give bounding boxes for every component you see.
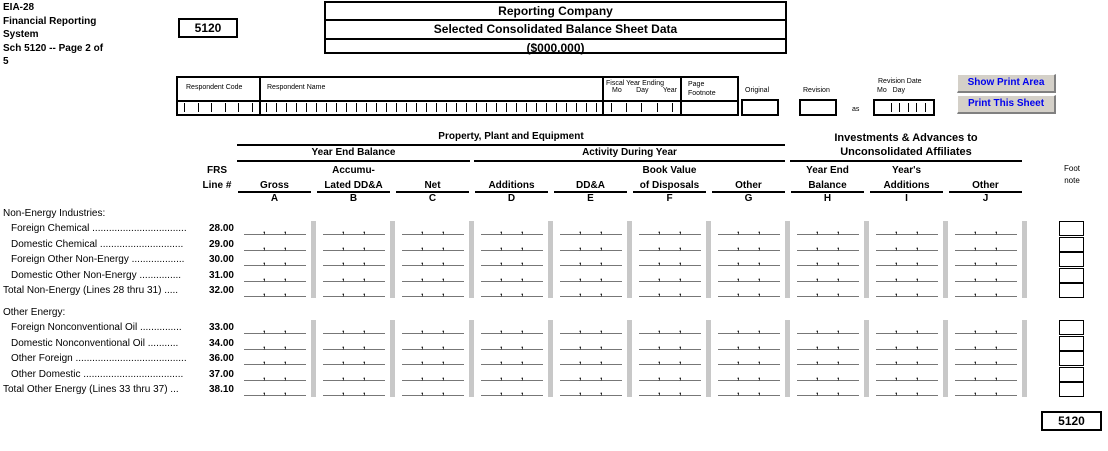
amount-input-f[interactable]: , , bbox=[639, 352, 701, 365]
print-this-sheet-button[interactable]: Print This Sheet bbox=[957, 95, 1056, 114]
year-end-balance-header: Year End Balance bbox=[311, 147, 396, 158]
amount-input-c[interactable]: , , bbox=[402, 321, 464, 334]
amount-input-d[interactable]: , , bbox=[481, 222, 543, 235]
column-letter: C bbox=[428, 193, 437, 204]
amount-input-g[interactable]: , , bbox=[718, 368, 780, 381]
row-label: Other Domestic .................................... bbox=[11, 368, 184, 380]
revision-date-input[interactable] bbox=[873, 99, 935, 116]
amount-input-c[interactable]: , , bbox=[402, 368, 464, 381]
amount-input-g[interactable]: , , bbox=[718, 284, 780, 297]
column-letter: H bbox=[823, 193, 832, 204]
amount-input-h[interactable]: , , bbox=[797, 253, 859, 266]
column-header-h: Year End Balance bbox=[806, 165, 849, 191]
row-label: Domestic Nonconventional Oil ........... bbox=[11, 337, 179, 349]
activity-header: Activity During Year bbox=[582, 147, 677, 158]
amount-input-h[interactable]: , , bbox=[797, 368, 859, 381]
amount-input-a[interactable]: , , bbox=[244, 253, 306, 266]
amount-input-d[interactable]: , , bbox=[481, 368, 543, 381]
frs-line-number: 30.00 bbox=[208, 254, 234, 265]
amount-input-d[interactable]: , , bbox=[481, 352, 543, 365]
amount-input-f[interactable]: , , bbox=[639, 284, 701, 297]
amount-input-j[interactable]: , , bbox=[955, 238, 1017, 251]
frs-line-header: FRS Line # bbox=[202, 165, 232, 191]
amount-input-g[interactable]: , , bbox=[718, 337, 780, 350]
amount-input-h[interactable]: , , bbox=[797, 321, 859, 334]
amount-input-i[interactable]: , , bbox=[876, 222, 938, 235]
amount-input-e[interactable]: , , bbox=[560, 352, 622, 365]
amount-input-i[interactable]: , , bbox=[876, 321, 938, 334]
fiscal-year-ending-field[interactable]: Fiscal Year Ending Mo Day Year bbox=[602, 76, 682, 116]
amount-input-d[interactable]: , , bbox=[481, 284, 543, 297]
amount-input-f[interactable]: , , bbox=[639, 383, 701, 396]
amount-input-c[interactable]: , , bbox=[402, 269, 464, 282]
investments-header: Investments & Advances to Unconsolidated Affiliates bbox=[834, 132, 978, 158]
amount-input-i[interactable]: , , bbox=[876, 337, 938, 350]
footnote-input[interactable] bbox=[1059, 268, 1084, 283]
amount-input-d[interactable]: , , bbox=[481, 269, 543, 282]
amount-input-g[interactable]: , , bbox=[718, 222, 780, 235]
amount-input-h[interactable]: , , bbox=[797, 222, 859, 235]
schedule-5120-page: EIA-28 Financial Reporting System Sch 5120 -- Page 2 of 5 5120 Reporting Company Selected Consolidated Balance Sheet Data ($000,000) Respondent Code Respondent Name Fiscal Year Ending Mo Day Year Page Footnote Original Revision as Revision Date Mo Day Show Print Area Print This Sheet Property, Plant and Equipment Year End Balance Activity During Year Investments & Advances to Unconsolidated Affiliates FRS Line # Foot note 5120 Gross A Accumu- Lated DD&A B Net C Additions D DD&A E Book Value of Disposals F Other G Year End Balance H Year's Additions I Other J Non-Energy Industries: Foreign Chemical .................................. 28.00 , , , , , , , , , , , , , , , , , , , , Domestic Chemical .............................. 29.00 , , , , , , , , , , , , , , , , , , , , Foreign Other Non-Energy ................... 30.00 , , , , , , , , , , , , , , , , , , , , Domestic Other Non-Energy ............... 31.00 , , , , , , , , , , , , , , , , , , , , Total Non-Energy (Lines 28 thru 31) ..... 32.00 , , , , , , , , , , , , , , , , , , , , Other Energy: Foreign Nonconventional Oil ............... 33.00 , , , , , , , , , , , , , , , , , , , , Domestic Nonconventional Oil ........... 34.00 , , , , , , , , , , , , , , , , , , , , Other Foreign ........................................ 36.00 , , , , , , , , , , , , , , , , , , , , Other Domestic .................................... 37.00 , , , , , , , , , , , , , , , , , , , , Total Other Energy (Lines 33 thru 37) ... 38.10 , , , , , , , , , , , , , , , , , , , , bbox=[0, 0, 1108, 451]
amount-input-e[interactable]: , , bbox=[560, 238, 622, 251]
amount-input-g[interactable]: , , bbox=[718, 321, 780, 334]
amount-input-b[interactable]: , , bbox=[323, 352, 385, 365]
amount-input-d[interactable]: , , bbox=[481, 337, 543, 350]
amount-input-f[interactable]: , , bbox=[639, 337, 701, 350]
amount-input-a[interactable]: , , bbox=[244, 284, 306, 297]
footnote-input[interactable] bbox=[1059, 221, 1084, 236]
section-title: Non-Energy Industries: bbox=[3, 208, 106, 219]
amount-input-c[interactable]: , , bbox=[402, 222, 464, 235]
amount-input-g[interactable]: , , bbox=[718, 269, 780, 282]
ppe-header: Property, Plant and Equipment bbox=[438, 131, 584, 142]
amount-input-j[interactable]: , , bbox=[955, 222, 1017, 235]
amount-input-e[interactable]: , , bbox=[560, 253, 622, 266]
schedule-number-box: 5120 bbox=[178, 18, 238, 38]
amount-input-f[interactable]: , , bbox=[639, 238, 701, 251]
column-header-f: Book Value of Disposals bbox=[639, 165, 700, 191]
footnote-input[interactable] bbox=[1059, 382, 1084, 397]
footnote-input[interactable] bbox=[1059, 351, 1084, 366]
column-letter: G bbox=[744, 193, 753, 204]
amount-input-f[interactable]: , , bbox=[639, 222, 701, 235]
amount-input-i[interactable]: , , bbox=[876, 383, 938, 396]
amount-input-i[interactable]: , , bbox=[876, 368, 938, 381]
amount-input-c[interactable]: , , bbox=[402, 383, 464, 396]
amount-input-b[interactable]: , , bbox=[323, 321, 385, 334]
amount-input-b[interactable]: , , bbox=[323, 238, 385, 251]
amount-input-c[interactable]: , , bbox=[402, 337, 464, 350]
amount-input-a[interactable]: , , bbox=[244, 238, 306, 251]
sheet-heading: Selected Consolidated Balance Sheet Data bbox=[326, 21, 785, 39]
amount-input-a[interactable]: , , bbox=[244, 352, 306, 365]
amount-input-a[interactable]: , , bbox=[244, 368, 306, 381]
amount-input-j[interactable]: , , bbox=[955, 368, 1017, 381]
column-header-d: Additions bbox=[488, 180, 535, 191]
column-letter: A bbox=[270, 193, 279, 204]
amount-input-f[interactable]: , , bbox=[639, 368, 701, 381]
amount-input-h[interactable]: , , bbox=[797, 238, 859, 251]
amount-input-f[interactable]: , , bbox=[639, 321, 701, 334]
column-letter: E bbox=[587, 193, 594, 204]
amount-input-g[interactable]: , , bbox=[718, 253, 780, 266]
frs-line-number: 31.00 bbox=[208, 269, 234, 281]
amount-input-b[interactable]: , , bbox=[323, 383, 385, 396]
amount-input-a[interactable]: , , bbox=[244, 269, 306, 282]
amount-input-d[interactable]: , , bbox=[481, 321, 543, 334]
amount-input-h[interactable]: , , bbox=[797, 284, 859, 297]
column-letter: B bbox=[349, 193, 358, 204]
amount-input-i[interactable]: , , bbox=[876, 284, 938, 297]
company-title: Reporting Company bbox=[326, 3, 785, 21]
amount-input-i[interactable]: , , bbox=[876, 238, 938, 251]
column-letter: J bbox=[982, 193, 989, 204]
amount-input-c[interactable]: , , bbox=[402, 238, 464, 251]
section-title: Other Energy: bbox=[3, 307, 66, 318]
amount-input-j[interactable]: , , bbox=[955, 383, 1017, 396]
amount-input-c[interactable]: , , bbox=[402, 352, 464, 365]
amount-input-d[interactable]: , , bbox=[481, 253, 543, 266]
amount-input-e[interactable]: , , bbox=[560, 383, 622, 396]
revision-input[interactable] bbox=[799, 99, 837, 116]
revision-label: Revision bbox=[803, 87, 830, 94]
row-label: Domestic Other Non-Energy ............... bbox=[11, 269, 182, 281]
amount-input-j[interactable]: , , bbox=[955, 269, 1017, 282]
amount-input-i[interactable]: , , bbox=[876, 269, 938, 282]
original-input[interactable] bbox=[741, 99, 779, 116]
footer-schedule-number: 5120 bbox=[1041, 411, 1102, 431]
amount-input-e[interactable]: , , bbox=[560, 269, 622, 282]
amount-input-b[interactable]: , , bbox=[323, 368, 385, 381]
amount-input-h[interactable]: , , bbox=[797, 383, 859, 396]
row-label: Foreign Nonconventional Oil ............... bbox=[11, 322, 182, 333]
footnote-header: Foot note bbox=[1063, 164, 1080, 185]
column-header-i: Year's Additions bbox=[883, 165, 930, 191]
amount-input-d[interactable]: , , bbox=[481, 238, 543, 251]
footnote-input[interactable] bbox=[1059, 336, 1084, 351]
respondent-code-field[interactable]: Respondent Code bbox=[176, 76, 261, 116]
frs-line-number: 36.00 bbox=[208, 353, 234, 364]
page-footnote-field[interactable]: Page Footnote bbox=[680, 76, 739, 116]
amount-input-e[interactable]: , , bbox=[560, 368, 622, 381]
row-label: Total Other Energy (Lines 33 thru 37) ... bbox=[3, 384, 179, 395]
amount-input-g[interactable]: , , bbox=[718, 238, 780, 251]
footnote-input[interactable] bbox=[1059, 252, 1084, 267]
amount-input-i[interactable]: , , bbox=[876, 253, 938, 266]
footnote-input[interactable] bbox=[1059, 367, 1084, 382]
amount-input-i[interactable]: , , bbox=[876, 352, 938, 365]
amount-input-g[interactable]: , , bbox=[718, 352, 780, 365]
column-header-c: Net bbox=[424, 180, 441, 191]
frs-line-number: 34.00 bbox=[208, 337, 234, 349]
column-header-g: Other bbox=[735, 180, 762, 191]
row-label: Other Foreign ........................................ bbox=[11, 353, 187, 364]
system-info: EIA-28 Financial Reporting System Sch 5120 -- Page 2 of 5 bbox=[3, 2, 104, 67]
footnote-input[interactable] bbox=[1059, 320, 1084, 335]
column-letter: F bbox=[666, 193, 673, 204]
amount-input-j[interactable]: , , bbox=[955, 253, 1017, 266]
amount-input-d[interactable]: , , bbox=[481, 383, 543, 396]
amount-input-b[interactable]: , , bbox=[323, 222, 385, 235]
units-label: ($000,000) bbox=[526, 40, 585, 55]
amount-input-b[interactable]: , , bbox=[323, 284, 385, 297]
frs-line-number: 32.00 bbox=[208, 285, 234, 296]
amount-input-h[interactable]: , , bbox=[797, 352, 859, 365]
amount-input-j[interactable]: , , bbox=[955, 337, 1017, 350]
row-label: Total Non-Energy (Lines 28 thru 31) ..... bbox=[3, 285, 179, 296]
amount-input-g[interactable]: , , bbox=[718, 383, 780, 396]
column-header-j: Other bbox=[972, 180, 999, 191]
frs-line-number: 38.10 bbox=[208, 384, 234, 395]
column-letter: D bbox=[507, 193, 516, 204]
frs-line-number: 28.00 bbox=[208, 223, 234, 234]
respondent-name-field[interactable]: Respondent Name bbox=[259, 76, 604, 116]
footnote-input[interactable] bbox=[1059, 283, 1084, 298]
amount-input-j[interactable]: , , bbox=[955, 284, 1017, 297]
amount-input-f[interactable]: , , bbox=[639, 253, 701, 266]
amount-input-c[interactable]: , , bbox=[402, 284, 464, 297]
amount-input-j[interactable]: , , bbox=[955, 321, 1017, 334]
amount-input-j[interactable]: , , bbox=[955, 352, 1017, 365]
amount-input-e[interactable]: , , bbox=[560, 222, 622, 235]
show-print-area-button[interactable]: Show Print Area bbox=[957, 74, 1056, 93]
amount-input-e[interactable]: , , bbox=[560, 321, 622, 334]
column-header-e: DD&A bbox=[576, 180, 605, 191]
amount-input-c[interactable]: , , bbox=[402, 253, 464, 266]
amount-input-h[interactable]: , , bbox=[797, 337, 859, 350]
title-box bbox=[324, 1, 787, 54]
revision-date-label: Revision Date bbox=[878, 78, 922, 85]
frs-line-number: 29.00 bbox=[208, 238, 234, 250]
amount-input-h[interactable]: , , bbox=[797, 269, 859, 282]
as-label: as bbox=[852, 106, 860, 113]
column-header-b: Accumu- Lated DD&A bbox=[324, 165, 383, 191]
column-header-a: Gross bbox=[260, 180, 289, 191]
frs-line-number: 37.00 bbox=[208, 368, 234, 380]
amount-input-b[interactable]: , , bbox=[323, 253, 385, 266]
amount-input-a[interactable]: , , bbox=[244, 337, 306, 350]
amount-input-a[interactable]: , , bbox=[244, 222, 306, 235]
column-letter: I bbox=[905, 193, 908, 204]
row-label: Foreign Other Non-Energy ................... bbox=[11, 254, 185, 265]
original-label: Original bbox=[745, 87, 770, 94]
footnote-input[interactable] bbox=[1059, 237, 1084, 252]
amount-input-b[interactable]: , , bbox=[323, 269, 385, 282]
amount-input-a[interactable]: , , bbox=[244, 383, 306, 396]
amount-input-e[interactable]: , , bbox=[560, 284, 622, 297]
amount-input-f[interactable]: , , bbox=[639, 269, 701, 282]
frs-line-number: 33.00 bbox=[208, 322, 234, 333]
row-label: Domestic Chemical .............................. bbox=[11, 238, 184, 250]
amount-input-e[interactable]: , , bbox=[560, 337, 622, 350]
row-label: Foreign Chemical .................................. bbox=[11, 223, 187, 234]
amount-input-b[interactable]: , , bbox=[323, 337, 385, 350]
amount-input-a[interactable]: , , bbox=[244, 321, 306, 334]
